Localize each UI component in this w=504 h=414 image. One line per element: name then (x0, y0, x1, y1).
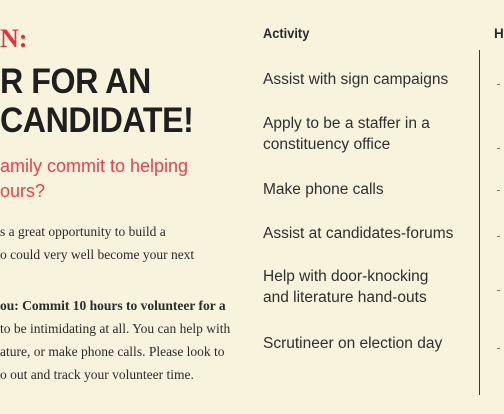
hours-column-header: H (494, 26, 504, 41)
activity-row (263, 266, 428, 308)
headline-line2: CANDIDATE! (0, 101, 194, 140)
activity-label-cont: constituency office (263, 136, 391, 153)
hours-entry-line (497, 348, 500, 349)
activity-label: Assist at candidates-forums (263, 225, 454, 242)
subhead-line2: ours? (0, 181, 46, 201)
paragraph2-line2: to be intimidating at all. You can help with (0, 321, 231, 336)
activity-row (263, 223, 453, 244)
activity-row (263, 113, 430, 155)
headline (0, 62, 193, 140)
activity-column-header: Activity (263, 26, 310, 41)
hours-entry-line (497, 190, 500, 191)
hours-entry-line (497, 84, 500, 85)
activity-label: Scrutineer on election day (263, 335, 443, 352)
intro-paragraph (0, 220, 194, 266)
activity-table (263, 0, 493, 414)
activity-label: Help with door-knocking (263, 268, 429, 285)
paragraph2-line4: o out and track your volunteer time. (0, 367, 194, 382)
paragraph2-lead: ou: Commit 10 hours to volunteer for a (0, 298, 226, 313)
activity-row (263, 179, 384, 200)
activity-label: Apply to be a staffer in a (263, 115, 430, 132)
activity-row (263, 69, 448, 90)
column-divider (479, 50, 480, 395)
activity-row (263, 333, 442, 354)
paragraph2-line3: ature, or make phone calls. Please look to (0, 344, 225, 359)
hours-entry-line (497, 290, 500, 291)
hours-entry-line (497, 236, 500, 237)
headline-line1-rest: FOR AN (22, 62, 151, 101)
subheading (0, 154, 188, 204)
section-kicker: N: (0, 24, 28, 53)
activity-label: Assist with sign campaigns (263, 71, 449, 88)
activity-label-cont: and literature hand-outs (263, 289, 427, 306)
activity-label: Make phone calls (263, 181, 384, 198)
subhead-line1: amily commit to helping (0, 156, 189, 176)
paragraph1-line1: s a great opportunity to build a (0, 224, 166, 239)
hours-entry-line (497, 148, 500, 149)
commitment-paragraph (0, 294, 230, 386)
paragraph1-line2: o could very well become your next (0, 247, 195, 262)
headline-emphasis: R (0, 62, 23, 101)
